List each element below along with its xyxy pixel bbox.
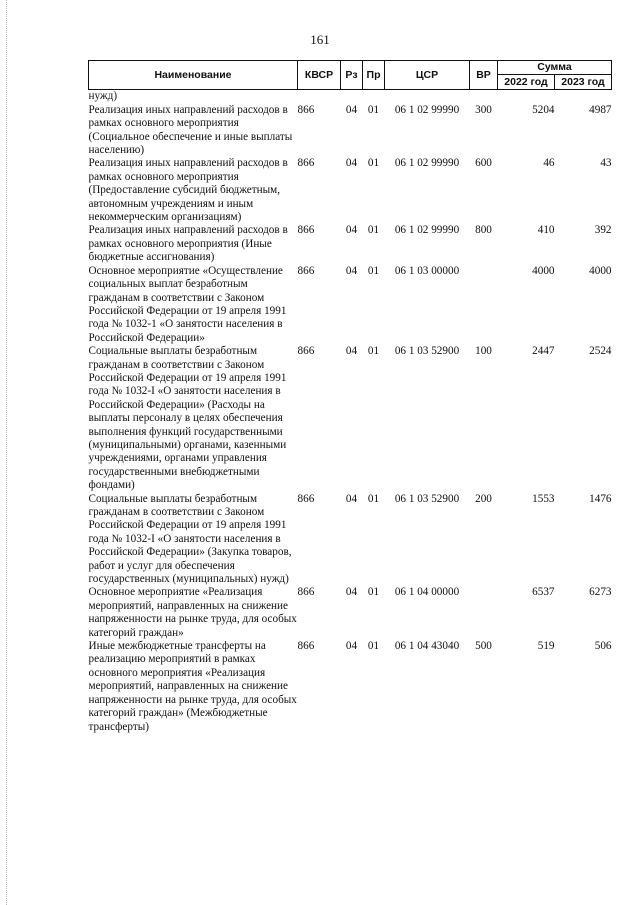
- header-year-2022: 2022 год: [498, 75, 555, 90]
- header-vr: ВР: [470, 61, 498, 90]
- row-vr: 300: [475, 103, 492, 116]
- row-kvsr: 866: [297, 264, 315, 277]
- row-rz: 04: [345, 586, 358, 599]
- row-pr: 01: [367, 640, 380, 653]
- row-sum-2022: 46: [543, 157, 555, 170]
- row-rz: [341, 90, 363, 104]
- row-sum-2023: 1476: [589, 492, 612, 505]
- row-rz: 04: [345, 640, 358, 653]
- row-csr: 06 1 02 99990: [394, 103, 460, 116]
- row-kvsr: [298, 90, 341, 104]
- row-vr: 800: [475, 224, 492, 237]
- row-sum-2023: 2524: [589, 345, 612, 358]
- row-csr: 06 1 03 00000: [394, 264, 460, 277]
- row-sum-2022: 5204: [532, 103, 555, 116]
- budget-table: [88, 60, 612, 734]
- row-sum-2023: 4987: [589, 103, 612, 116]
- row-pr: 01: [367, 157, 380, 170]
- row-kvsr: 866: [297, 492, 315, 505]
- table-row: [89, 586, 612, 640]
- scan-edge: [0, 0, 7, 905]
- row-vr: 500: [475, 640, 492, 653]
- page-number: 161: [310, 32, 330, 47]
- row-name: Реализация иных направлений расходов в рамках основного мероприятия (Предоставление субсидий бюджетным, автономным учреждениям и иным некоммерческим организациям): [88, 157, 288, 224]
- row-pr: 01: [367, 492, 380, 505]
- row-pr: 01: [367, 103, 380, 116]
- header-pr: Пр: [363, 61, 385, 90]
- row-csr: 06 1 02 99990: [394, 224, 460, 237]
- header-kvsr: КВСР: [298, 61, 341, 90]
- row-rz: 04: [345, 103, 358, 116]
- row-vr: 100: [475, 345, 492, 358]
- row-rz: 04: [345, 224, 358, 237]
- row-sum-2022: 4000: [532, 264, 555, 277]
- row-name: Реализация иных направлений расходов в рамках основного мероприятия (Иные бюджетные ассигнования): [88, 224, 288, 264]
- row-pr: [363, 90, 385, 104]
- row-name: Реализация иных направлений расходов в рамках основного мероприятия (Социальное обеспечение и иные выплаты населению): [88, 103, 293, 157]
- header-csr: ЦСР: [385, 61, 470, 90]
- row-sum-2023: 506: [594, 640, 612, 653]
- row-kvsr: 866: [297, 224, 315, 237]
- header-sum: Сумма: [498, 61, 612, 75]
- row-sum-2022: 519: [537, 640, 555, 653]
- table-row: [89, 224, 612, 264]
- row-sum-2022: 410: [537, 224, 555, 237]
- row-csr: [385, 90, 470, 104]
- row-vr: [470, 90, 498, 104]
- row-vr: [470, 586, 498, 640]
- row-name: Основное мероприятие «Осуществление социальных выплат безработным гражданам в соответствии с Законом Российской Федерации от 19 апреля 1991 года № 1032-1 «О занятости населения в Российской Федерации»: [88, 264, 287, 344]
- row-vr: [470, 265, 498, 345]
- row-sum-2022: [498, 90, 555, 104]
- table-row: [89, 640, 612, 734]
- row-sum-2022: 6537: [532, 586, 555, 599]
- row-rz: 04: [345, 345, 358, 358]
- table-row: [89, 265, 612, 345]
- row-sum-2023: 43: [600, 157, 612, 170]
- header-year-2023: 2023 год: [555, 75, 612, 90]
- table-row: [89, 345, 612, 492]
- table-row: [89, 104, 612, 158]
- row-rz: 04: [345, 157, 358, 170]
- row-pr: 01: [367, 264, 380, 277]
- row-kvsr: 866: [297, 103, 315, 116]
- header-rz: Рз: [341, 61, 363, 90]
- row-pr: 01: [367, 586, 380, 599]
- row-name: Иные межбюджетные трансферты на реализацию мероприятий в рамках основного мероприятия «Реализация мероприятий, направленных на снижение напряженности на рынке труда, для особых категорий граждан» (Межбюджетные трансферты): [88, 640, 297, 733]
- header-name: Наименование: [89, 61, 298, 90]
- row-csr: 06 1 04 43040: [394, 640, 460, 653]
- row-csr: 06 1 02 99990: [394, 157, 460, 170]
- row-sum-2023: [555, 90, 612, 104]
- row-vr: 600: [475, 157, 492, 170]
- row-sum-2023: 4000: [589, 264, 612, 277]
- row-csr: 06 1 04 00000: [394, 586, 460, 599]
- row-csr: 06 1 03 52900: [394, 345, 460, 358]
- table-row: [89, 157, 612, 224]
- row-sum-2023: 392: [594, 224, 612, 237]
- row-kvsr: 866: [297, 640, 315, 653]
- row-sum-2022: 1553: [532, 492, 555, 505]
- row-pr: 01: [367, 224, 380, 237]
- row-sum-2023: 6273: [589, 586, 612, 599]
- row-sum-2022: 2447: [532, 345, 555, 358]
- row-kvsr: 866: [297, 586, 315, 599]
- row-kvsr: 866: [297, 345, 315, 358]
- table-row: [89, 493, 612, 587]
- row-name: Основное мероприятие «Реализация мероприятий, направленных на снижение напряженности на рынке труда, для особых категорий граждан»: [88, 586, 297, 639]
- row-csr: 06 1 03 52900: [394, 492, 460, 505]
- row-vr: 200: [475, 492, 492, 505]
- table-row: [89, 90, 612, 104]
- row-name: нужд): [88, 90, 118, 103]
- row-pr: 01: [367, 345, 380, 358]
- row-rz: 04: [345, 492, 358, 505]
- row-name: Социальные выплаты безработным гражданам в соответствии с Законом Российской Федерации от 19 апреля 1991 года № 1032-I «О занятости населения в Российской Федерации» (Расходы на выплаты персоналу в целях обеспечения выполнения функций государственными (муниципальными) органами, казенными учреждениями, органами управления государственными внебюджетными фондами): [88, 345, 287, 492]
- row-name: Социальные выплаты безработным гражданам в соответствии с Законом Российской Федерации от 19 апреля 1991 года № 1032-I «О занятости населения в Российской Федерации» (Закупка товаров, работ и услуг для обеспечения государственных (муниципальных) нужд): [88, 492, 292, 586]
- row-rz: 04: [345, 264, 358, 277]
- row-kvsr: 866: [297, 157, 315, 170]
